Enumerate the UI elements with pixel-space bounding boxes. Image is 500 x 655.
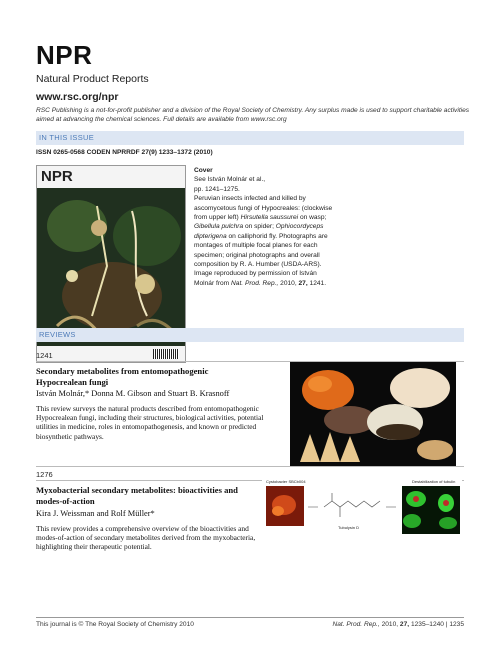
review-page-number: 1276 xyxy=(36,470,53,479)
review-abstract: This review surveys the natural products described from entomopathogenic Hypocrealean fungi, including their structures, biological activities, potential utilities in medicine, roles in entomopathogenesis, and known or predicted biosynthetic pathways. xyxy=(36,404,264,441)
cover-pages: pp. 1241–1275. xyxy=(194,185,240,193)
journal-url[interactable]: www.rsc.org/npr xyxy=(36,91,119,103)
in-this-issue-heading: IN THIS ISSUE xyxy=(39,133,95,142)
figure-label-left: Cystobacter SBCb004 xyxy=(266,479,306,484)
reviews-heading: REVIEWS xyxy=(39,330,76,339)
footer-citation: Nat. Prod. Rep., 2010, 27, 1235–1240 | 1235 xyxy=(332,621,464,628)
cover-title: NPR xyxy=(41,168,73,185)
review-authors: István Molnár,* Donna M. Gibson and Stuart B. Krasnoff xyxy=(36,389,230,398)
cover-reference: See István Molnár et al., xyxy=(194,176,266,184)
review-graphic-fungi xyxy=(290,362,456,466)
cover-description xyxy=(194,166,334,288)
review-graphic-myxobacteria xyxy=(262,477,462,537)
review-divider xyxy=(36,466,464,467)
review-authors: Kira J. Weissman and Rolf Müller* xyxy=(36,509,155,518)
in-this-issue-bar xyxy=(36,131,464,145)
issn-line: ISSN 0265-0568 CODEN NPRRDF 27(9) 1233–1372 (2010) xyxy=(36,149,213,156)
footer-copyright: This journal is © The Royal Society of Chemistry 2010 xyxy=(36,621,194,628)
cover-caption: Peruvian insects infected and killed by ascomycetous fungi of Hypocreales: (clockwise from upper left) Hirsutella saussurei on wasp; Gibellula pulchra on spider; Ophiocordyceps dipterigena on calliphorid fly. Photographs are montages of multiple focal planes for each specimen; original photographs and overall composition by R. A. Humber (USDA-ARS). Image reproduced by permission of István Molnár from Nat. Prod. Rep., 2010, 27, 1241. xyxy=(194,195,333,287)
masthead xyxy=(36,40,476,125)
cover-label: Cover xyxy=(194,167,213,174)
journal-abbreviation: NPR xyxy=(36,40,93,70)
footer-divider xyxy=(36,617,464,618)
review-abstract: This review provides a comprehensive overview of the bioactivities and modes-of-action of secondary metabolites derived from the myxobacteria, highlighting their therapeutic potential. xyxy=(36,524,256,552)
reviews-bar xyxy=(36,328,464,342)
fungi-photo-montage xyxy=(290,362,456,466)
figure-label-right: Destabilization of tubulin xyxy=(412,479,456,484)
myxobacteria-figure xyxy=(262,477,462,537)
cover-footer xyxy=(37,346,185,362)
journal-name: Natural Product Reports xyxy=(36,73,149,85)
review-title[interactable]: Myxobacterial secondary metabolites: bioactivities and modes-of-action xyxy=(36,485,238,506)
publisher-disclaimer: RSC Publishing is a not-for-profit publisher and a division of the Royal Society of Chemistry. Any surplus made is used to support charitable activities aimed at advancing the chemical sciences. Full details are available from www.rsc.org xyxy=(36,107,470,123)
figure-label-bottom: Tubulysin D xyxy=(338,525,359,530)
review-title[interactable]: Secondary metabolites from entomopathogenic Hypocrealean fungi xyxy=(36,366,209,387)
review-page-number: 1241 xyxy=(36,351,53,360)
barcode-icon xyxy=(153,349,179,359)
